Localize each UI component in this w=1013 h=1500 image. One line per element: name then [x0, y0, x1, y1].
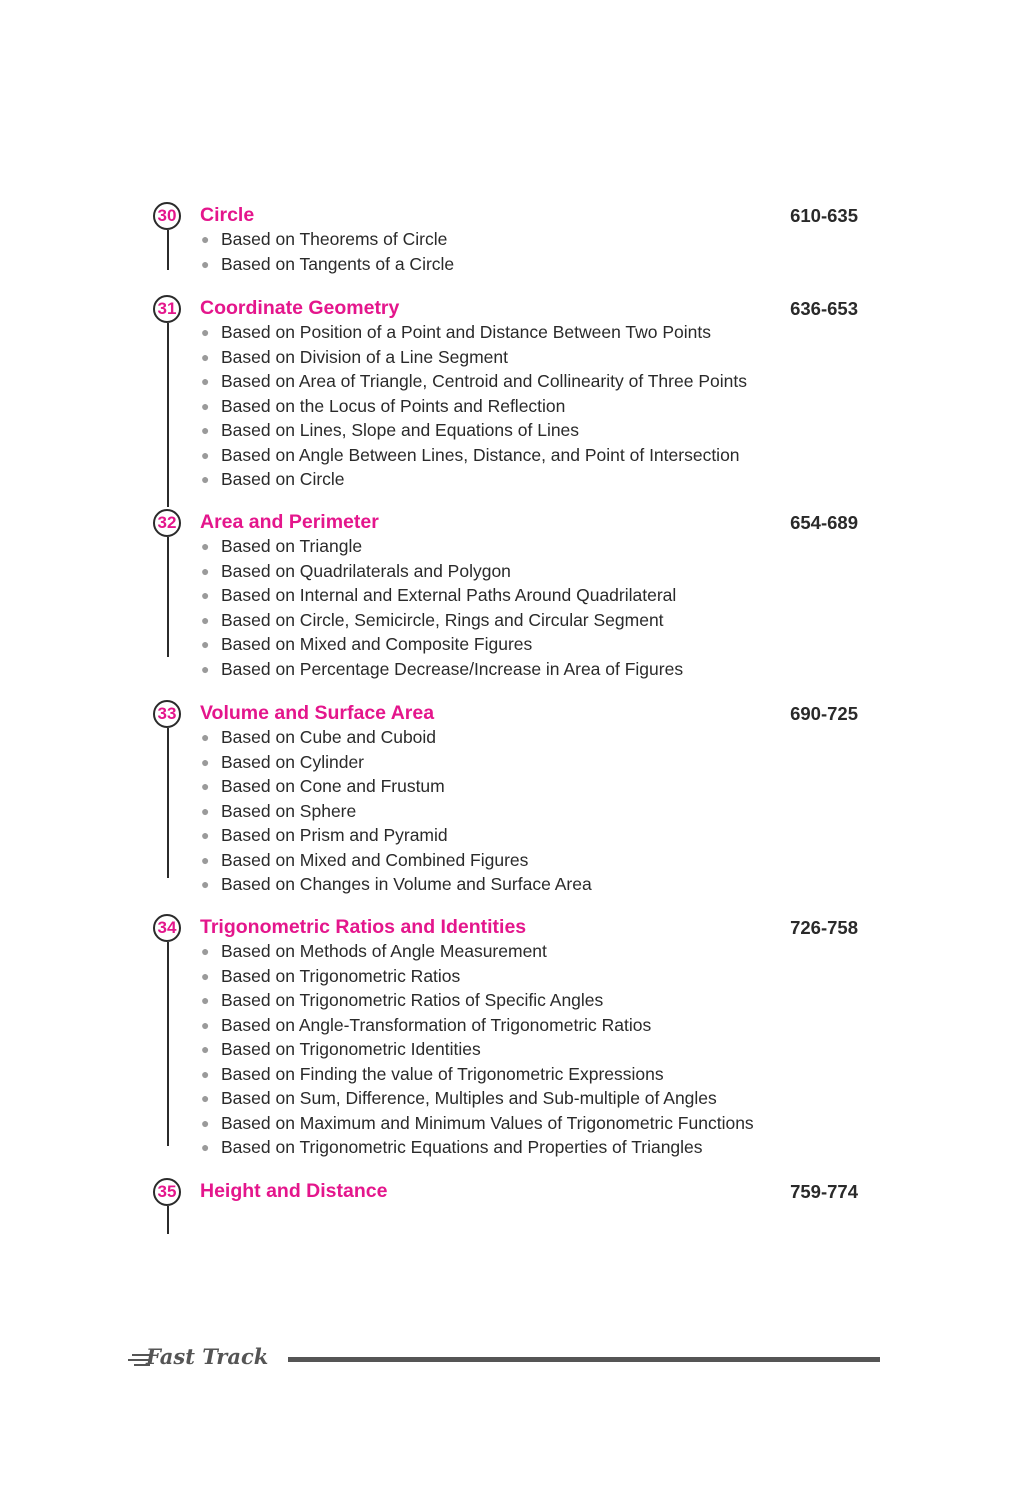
topic-label: Based on Trigonometric Identities	[221, 1039, 481, 1059]
topic-item	[200, 443, 747, 468]
topic-item	[200, 988, 754, 1013]
bullet-icon: ●	[201, 851, 210, 868]
topic-item	[200, 774, 592, 799]
topic-list	[200, 534, 683, 681]
topic-label: Based on Circle, Semicircle, Rings and Circular Segment	[221, 609, 664, 630]
topic-label: Based on Theorems of Circle	[221, 229, 448, 249]
topic-item	[200, 320, 747, 345]
bullet-icon: ●	[201, 231, 210, 247]
topic-label: Based on Trigonometric Ratios of Specific Angles	[221, 990, 604, 1010]
topic-item	[200, 939, 754, 964]
bullet-icon: ●	[201, 636, 210, 652]
chapter-title[interactable]: Area and Perimeter	[200, 511, 379, 533]
topic-item	[200, 1111, 754, 1136]
timeline-line	[167, 942, 169, 1146]
chapter-title[interactable]: Trigonometric Ratios and Identities	[200, 916, 527, 938]
topic-label: Based on Trigonometric Equations and Properties of Triangles	[221, 1137, 703, 1157]
topic-label: Based on Prism and Pyramid	[221, 825, 448, 845]
chapter-page-range: 726-758	[790, 917, 858, 938]
topic-label: Based on Tangents of a Circle	[221, 253, 455, 274]
topic-item	[200, 394, 747, 419]
bullet-icon: ●	[201, 827, 210, 843]
bullet-icon: ●	[201, 538, 210, 554]
topic-label: Based on Internal and External Paths Around Quadrilateral	[221, 585, 677, 605]
chapter-number-badge: 31	[153, 295, 181, 323]
topic-item	[200, 1086, 754, 1111]
topic-label: Based on Lines, Slope and Equations of Lines	[221, 420, 580, 440]
topic-item	[200, 872, 592, 897]
topic-item	[200, 559, 683, 584]
topic-label: Based on Sphere	[221, 800, 357, 821]
topic-list	[200, 320, 747, 492]
bullet-icon: ●	[201, 1090, 210, 1106]
bullet-icon: ●	[201, 1016, 210, 1033]
bullet-icon: ●	[201, 943, 210, 959]
chapter-title[interactable]: Volume and Surface Area	[200, 702, 435, 724]
topic-label: Based on Changes in Volume and Surface Area	[221, 874, 592, 894]
chapter-number-badge: 32	[153, 509, 181, 537]
bullet-icon: ●	[201, 324, 210, 340]
timeline-line	[167, 230, 169, 270]
bullet-icon: ●	[201, 422, 210, 438]
topic-label: Based on Trigonometric Ratios	[221, 965, 461, 986]
topic-label: Based on Triangle	[221, 536, 363, 556]
chapter-page-range: 636-653	[790, 298, 858, 319]
bullet-icon: ●	[201, 660, 210, 677]
bullet-icon: ●	[201, 1065, 210, 1082]
topic-item	[200, 1037, 754, 1062]
bullet-icon: ●	[201, 1139, 210, 1155]
chapter-page-range: 690-725	[790, 703, 858, 724]
topic-label: Based on Angle-Transformation of Trigonometric Ratios	[221, 1014, 652, 1035]
topic-label: Based on the Locus of Points and Reflection	[221, 395, 566, 416]
topic-item	[200, 534, 683, 559]
bullet-icon: ●	[201, 778, 210, 794]
topic-label: Based on Sum, Difference, Multiples and Sub-multiple of Angles	[221, 1088, 717, 1108]
topic-label: Based on Maximum and Minimum Values of Trigonometric Functions	[221, 1112, 754, 1133]
footer-brand: Fast Track	[146, 1344, 269, 1369]
topic-label: Based on Circle	[221, 469, 345, 489]
chapter-title[interactable]: Height and Distance	[200, 1180, 388, 1202]
bullet-icon: ●	[201, 802, 210, 819]
page-footer	[128, 1344, 883, 1374]
topic-label: Based on Cone and Frustum	[221, 776, 445, 796]
topic-label: Based on Cube and Cuboid	[221, 727, 437, 747]
topic-item	[200, 750, 592, 775]
bullet-icon: ●	[201, 876, 210, 892]
topic-label: Based on Quadrilaterals and Polygon	[221, 560, 511, 581]
timeline-line	[167, 728, 169, 878]
topic-item	[200, 964, 754, 989]
topic-label: Based on Finding the value of Trigonometric Expressions	[221, 1063, 664, 1084]
topic-label: Based on Methods of Angle Measurement	[221, 941, 547, 961]
bullet-icon: ●	[201, 967, 210, 984]
footer-rule	[288, 1357, 880, 1362]
bullet-icon: ●	[201, 348, 210, 365]
topic-item	[200, 632, 683, 657]
topic-list	[200, 939, 754, 1160]
topic-item	[200, 848, 592, 873]
topic-list	[200, 227, 454, 276]
topic-item	[200, 252, 454, 277]
bullet-icon: ●	[201, 753, 210, 770]
bullet-icon: ●	[201, 562, 210, 579]
bullet-icon: ●	[201, 992, 210, 1008]
bullet-icon: ●	[201, 587, 210, 603]
topic-label: Based on Cylinder	[221, 751, 364, 772]
bullet-icon: ●	[201, 611, 210, 628]
topic-item	[200, 1135, 754, 1160]
topic-item	[200, 799, 592, 824]
chapter-page-range: 654-689	[790, 512, 858, 533]
topic-label: Based on Percentage Decrease/Increase in Area of Figures	[221, 658, 684, 679]
topic-list	[200, 725, 592, 897]
topic-item	[200, 608, 683, 633]
chapter-number-badge: 35	[153, 1178, 181, 1206]
topic-label: Based on Area of Triangle, Centroid and Collinearity of Three Points	[221, 371, 747, 391]
topic-item	[200, 823, 592, 848]
topic-item	[200, 725, 592, 750]
topic-item	[200, 583, 683, 608]
bullet-icon: ●	[201, 373, 210, 389]
chapter-page-range: 759-774	[790, 1181, 858, 1202]
bullet-icon: ●	[201, 255, 210, 272]
bullet-icon: ●	[201, 1041, 210, 1057]
topic-item	[200, 369, 747, 394]
topic-item	[200, 418, 747, 443]
chapter-number-badge: 34	[153, 914, 181, 942]
bullet-icon: ●	[201, 471, 210, 487]
bullet-icon: ●	[201, 729, 210, 745]
chapter-number-badge: 30	[153, 202, 181, 230]
bullet-icon: ●	[201, 1114, 210, 1131]
topic-label: Based on Mixed and Combined Figures	[221, 849, 529, 870]
chapter-number-badge: 33	[153, 700, 181, 728]
topic-item	[200, 345, 747, 370]
topic-item	[200, 657, 683, 682]
topic-item	[200, 1062, 754, 1087]
topic-item	[200, 1013, 754, 1038]
timeline-line	[167, 1206, 169, 1234]
topic-label: Based on Position of a Point and Distance Between Two Points	[221, 322, 711, 342]
bullet-icon: ●	[201, 446, 210, 463]
topic-item	[200, 227, 454, 252]
topic-label: Based on Angle Between Lines, Distance, and Point of Intersection	[221, 444, 740, 465]
chapter-title[interactable]: Coordinate Geometry	[200, 297, 400, 319]
topic-label: Based on Mixed and Composite Figures	[221, 634, 533, 654]
chapter-title[interactable]: Circle	[200, 204, 255, 226]
chapter-page-range: 610-635	[790, 205, 858, 226]
timeline-line	[167, 537, 169, 657]
topic-item	[200, 467, 747, 492]
timeline-line	[167, 323, 169, 507]
bullet-icon: ●	[201, 397, 210, 414]
topic-label: Based on Division of a Line Segment	[221, 346, 508, 367]
